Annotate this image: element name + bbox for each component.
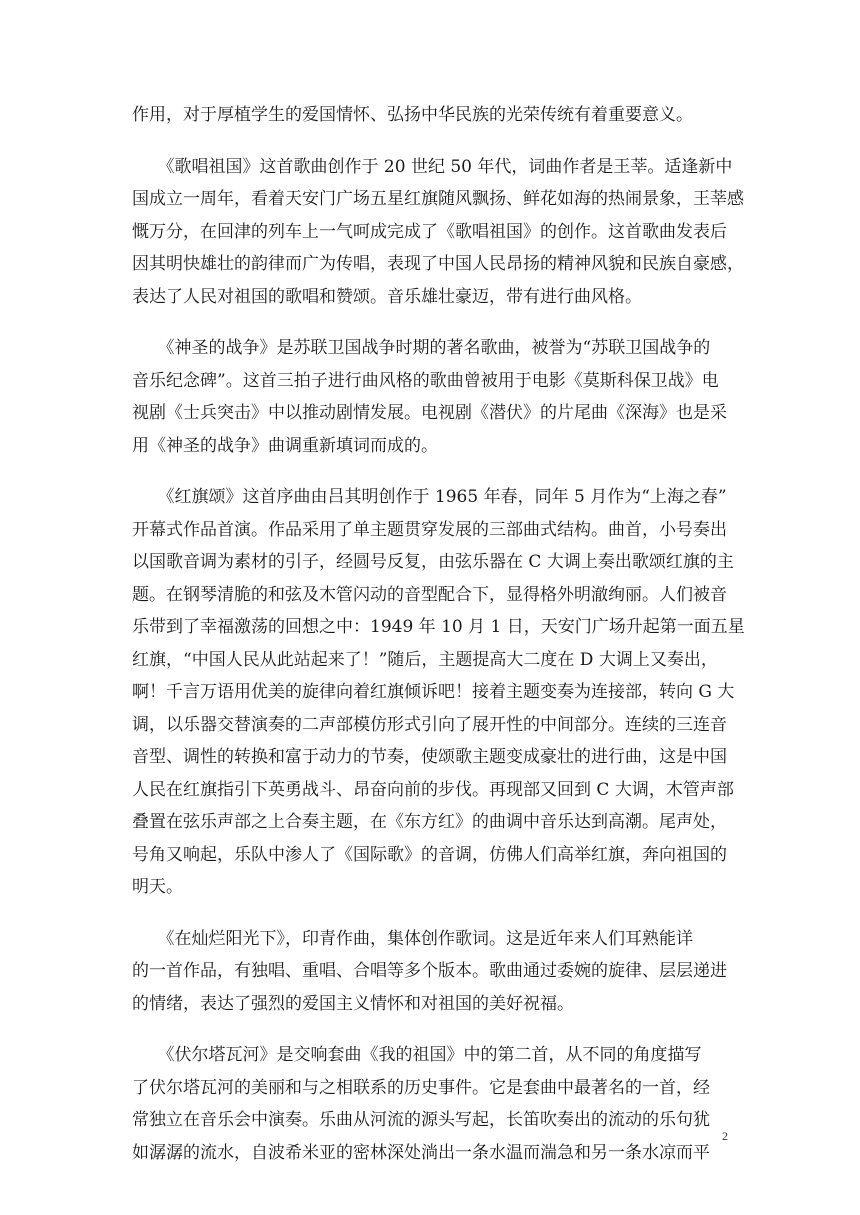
- text-line: 号角又响起，乐队中渗人了《国际歌》的音调，仿佛人们高举红旗，奔向祖国的: [132, 844, 727, 865]
- text-line: 啊！千言万语用优美的旋律向着红旗倾诉吧！接着主题变奏为连接部，转向 G 大: [132, 682, 735, 702]
- text-line: 《神圣的战争》是苏联卫国战争时期的著名歌曲，被誉为“苏联卫国战争的: [132, 338, 711, 358]
- text-line: 音型、调性的转换和富于动力的节奏，使颂歌主题变成豪壮的进行曲，这是中国: [132, 747, 727, 767]
- text-line: 乐带到了幸福激荡的回想之中：1949 年 10 月 1 日，天安门广场升起第一面五星: [132, 617, 745, 637]
- text-line: 《伏尔塔瓦河》是交响套曲《我的祖国》中的第二首，从不同的角度描写: [132, 1045, 702, 1065]
- paragraph-ge-chang-zu-guo: [132, 151, 756, 314]
- paragraph-gap: [132, 904, 756, 923]
- text-line: 国成立一周年，看着天安门广场五星红旗随风飘扬、鲜花如海的热闹景象，王莘感: [132, 189, 744, 209]
- text-line: 作用，对于厚植学生的爱国情怀、弘扬中华民族的光荣传统有着重要意义。: [132, 105, 693, 125]
- text-line: 人民在红旗指引下英勇战斗、昂奋向前的步伐。再现部又回到 C 大调，木管声部: [132, 779, 734, 800]
- text-line: 红旗，“中国人民从此站起来了！”随后，主题提高大二度在 D 大调上又奏出，: [132, 649, 718, 670]
- text-line: 《红旗颂》这首序曲由吕其明创作于 1965 年春，同年 5 月作为“上海之春”: [132, 487, 727, 507]
- text-line: 《在灿烂阳光下》，印青作曲，集体创作歌词。这是近年来人们耳熟能详: [132, 928, 693, 949]
- paragraph-gap: [132, 1020, 756, 1039]
- text-line: 开幕式作品首演。作品采用了单主题贯穿发展的三部曲式结构。曲首，小号奏出: [132, 519, 727, 540]
- text-line: 的情绪，表达了强烈的爱国主义情怀和对祖国的美好祝福。: [132, 993, 574, 1014]
- text-line: 调，以乐器交替演奏的二声部模仿形式引向了展开性的中间部分。连续的三连音: [132, 714, 727, 735]
- text-line: 用《神圣的战争》曲调重新填词而成的。: [132, 435, 438, 456]
- text-line: 常独立在音乐会中演奏。乐曲从河流的源头写起，长笛吹奏出的流动的乐句犹: [132, 1110, 710, 1130]
- text-line: 以国歌音调为素材的引子，经圆号反复，由弦乐器在 C 大调上奏出歌颂红旗的主: [132, 552, 734, 572]
- text-line: 因其明快雄壮的韵律而广为传唱，表现了中国人民昂扬的精神风貌和民族自豪感，: [132, 254, 744, 274]
- text-line: 了伏尔塔瓦河的美丽和与之相联系的历史事件。它是套曲中最著名的一首，经: [132, 1077, 710, 1098]
- text-line: 如潺潺的流水，自波希米亚的密林深处淌出一条水温而湍急和另一条水凉而平: [132, 1142, 710, 1163]
- text-line: 《歌唱祖国》这首歌曲创作于 20 世纪 50 年代，词曲作者是王莘。适逢新中: [132, 156, 733, 177]
- text-line: 明天。: [132, 877, 183, 897]
- text-line: 叠置在弦乐声部之上合奏主题，在《东方红》的曲调中音乐达到高潮。尾声处，: [132, 812, 727, 832]
- text-line: 的一首作品，有独唱、重唱、合唱等多个版本。歌曲通过委婉的旋律、层层递进: [132, 961, 727, 981]
- paragraph-zai-can-lan-yang-guang-xia: [132, 923, 756, 1021]
- paragraph-sacred-war: [132, 332, 756, 462]
- text-line: 视剧《士兵突击》中以推动剧情发展。电视剧《潜伏》的片尾曲《深海》也是采: [132, 403, 727, 423]
- text-line: 表达了人民对祖国的歌唱和赞颂。音乐雄壮豪迈，带有进行曲风格。: [132, 286, 642, 307]
- page-body: [132, 99, 756, 1169]
- text-line: 题。在钢琴清脆的和弦及木管闪动的音型配合下，显得格外明澈绚丽。人们被音: [132, 584, 727, 605]
- text-line: 慨万分，在回津的列车上一气呵成完成了《歌唱祖国》的创作。这首歌曲发表后: [132, 221, 727, 242]
- page-number: 2: [722, 1129, 728, 1143]
- paragraph-gap: [132, 462, 756, 481]
- paragraph-vltava: [132, 1039, 756, 1169]
- text-line: 音乐纪念碑”。这首三拍子进行曲风格的歌曲曾被用于电影《莫斯科保卫战》电: [132, 370, 719, 391]
- paragraph-gap: [132, 313, 756, 332]
- paragraph-gap: [132, 132, 756, 151]
- paragraph-hong-qi-song: [132, 481, 756, 904]
- paragraph-intro-end: [132, 99, 756, 132]
